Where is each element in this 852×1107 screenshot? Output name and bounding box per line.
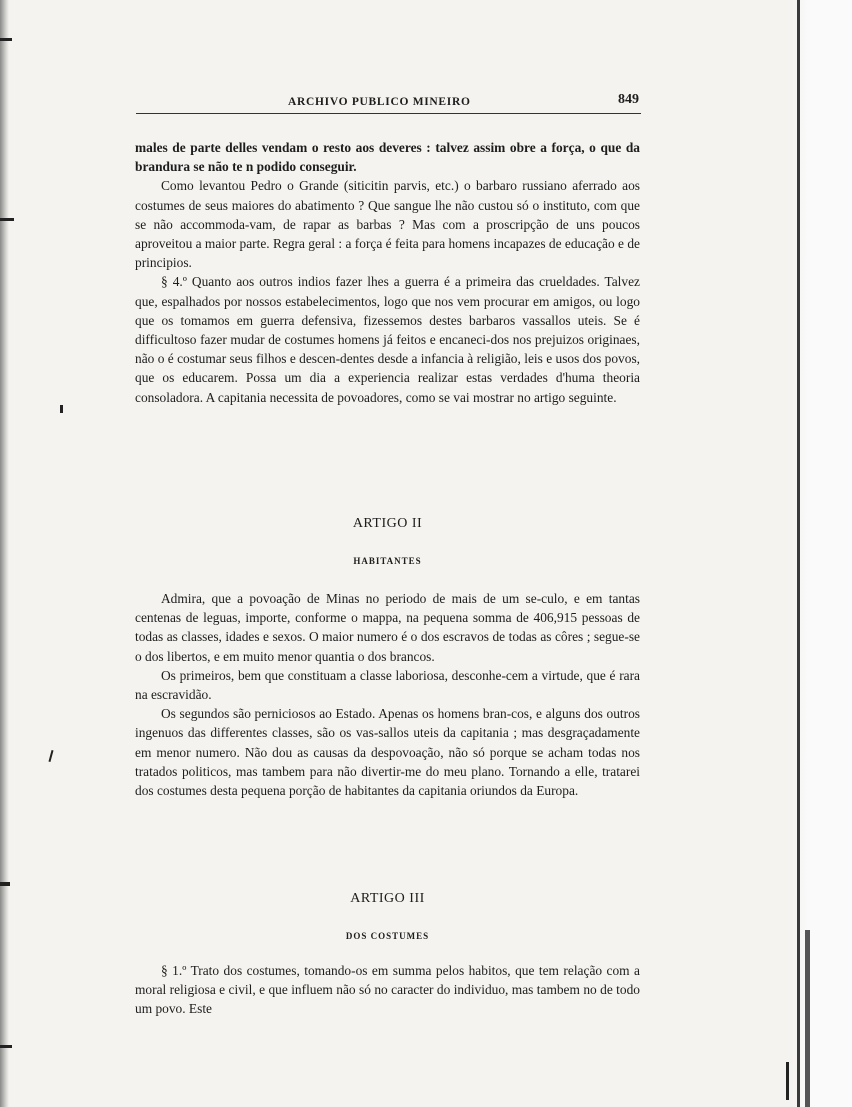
scan-mark: [0, 882, 10, 886]
running-title: ARCHIVO PUBLICO MINEIRO: [288, 96, 471, 108]
artigo-ii-subheading: [135, 556, 640, 566]
article-title: ARTIGO II: [352, 516, 423, 531]
paragraph: Os primeiros, bem que constituam a classe laboriosa, desconhe-cem a virtude, que é rara na escravidão.: [135, 667, 640, 703]
scan-left-edge: [0, 0, 9, 1107]
artigo-iii-subheading: [135, 931, 640, 941]
paragraph: § 4.º Quanto aos outros indios fazer lhes a guerra é a primeira das crueldades. Talvez que, espalhados por nossos estabelecimentos, logo que nos vem procurar em amigos, ou logo que os tomamos em guerra defensiva, fizessemos destes barbaros vassallos uteis. Se é difficultoso fazer mudar de costumes homens já feitos e encaneci-dos nos prejuizos originaes, não o é costumar seus filhos e descen-dentes desde a infancia à religião, leis e usos dos povos, que os educarem. Possa um dia a experiencia realizar estas verdades d'huma theoria consoladora. A capitania necessita de povoadores, como se vai mostrar no artigo seguinte.: [135, 274, 640, 405]
intro-section: [135, 138, 640, 407]
scan-right-margin: [792, 0, 852, 1107]
article-subtitle: HABITANTES: [353, 556, 422, 566]
scan-mark: [0, 218, 14, 221]
page-header: [136, 92, 641, 118]
artigo-ii-heading: [135, 516, 640, 532]
paragraph: Os segundos são perniciosos ao Estado. Apenas os homens bran-cos, e alguns dos outros ingenuos das differentes classes, são os vas-sallos uteis da capitania ; mas desgraçadamente em menor numero. Não dou as causas da despovoação, não só porque se acham todas nos tratados politicos, mas tambem para não divertir-me do meu plano. Tornando a elle, tratarei dos costumes desta pequena porção de habitantes da capitania oriundos da Europa.: [135, 706, 640, 799]
scan-mark: [48, 750, 53, 762]
artigo-ii-section: [135, 589, 640, 800]
scan-mark: [0, 1045, 12, 1048]
artigo-iii-section: [135, 961, 640, 1019]
scan-binding-shadow: [805, 930, 810, 1107]
scan-binding-line: [797, 0, 800, 1107]
article-title: ARTIGO III: [350, 891, 425, 906]
paragraph: Como levantou Pedro o Grande (siticitin parvis, etc.) o barbaro russiano aferrado aos costumes de seus maiores do abatimento ? Que sangue lhe não custou só o instituto, com que se não accommoda-vam, de rapar as barbas ? Mas com a proscripção de uns poucos aproveitou a maior parte. Regra geral : a força é feita para homens incapazes de educação e de principios.: [135, 178, 640, 271]
scan-mark: [0, 38, 12, 41]
page-number: 849: [618, 92, 639, 107]
paragraph: § 1.º Trato dos costumes, tomando-os em summa pelos habitos, que tem relação com a moral religiosa e civil, e que influem não só no caracter do individuo, mas tambem no de todo um povo. Este: [135, 963, 640, 1017]
scan-mark: [786, 1062, 789, 1100]
scan-mark: [60, 405, 63, 413]
article-subtitle: DOS COSTUMES: [345, 931, 430, 941]
paragraph: males de parte delles vendam o resto aos deveres : talvez assim obre a força, o que da brandura se não te n podido conseguir.: [135, 140, 640, 175]
artigo-iii-heading: [135, 891, 640, 907]
paragraph: Admira, que a povoação de Minas no periodo de mais de um se-culo, e em tantas centenas de leguas, importe, conforme o mappa, na pequena somma de 406,915 pessoas de todas as classes, idades e sexos. O maior numero é o dos escravos de todas as côres ; segue-se o dos libertos, e em muito menor quantia o dos brancos.: [135, 591, 640, 664]
header-rule: [136, 113, 641, 114]
